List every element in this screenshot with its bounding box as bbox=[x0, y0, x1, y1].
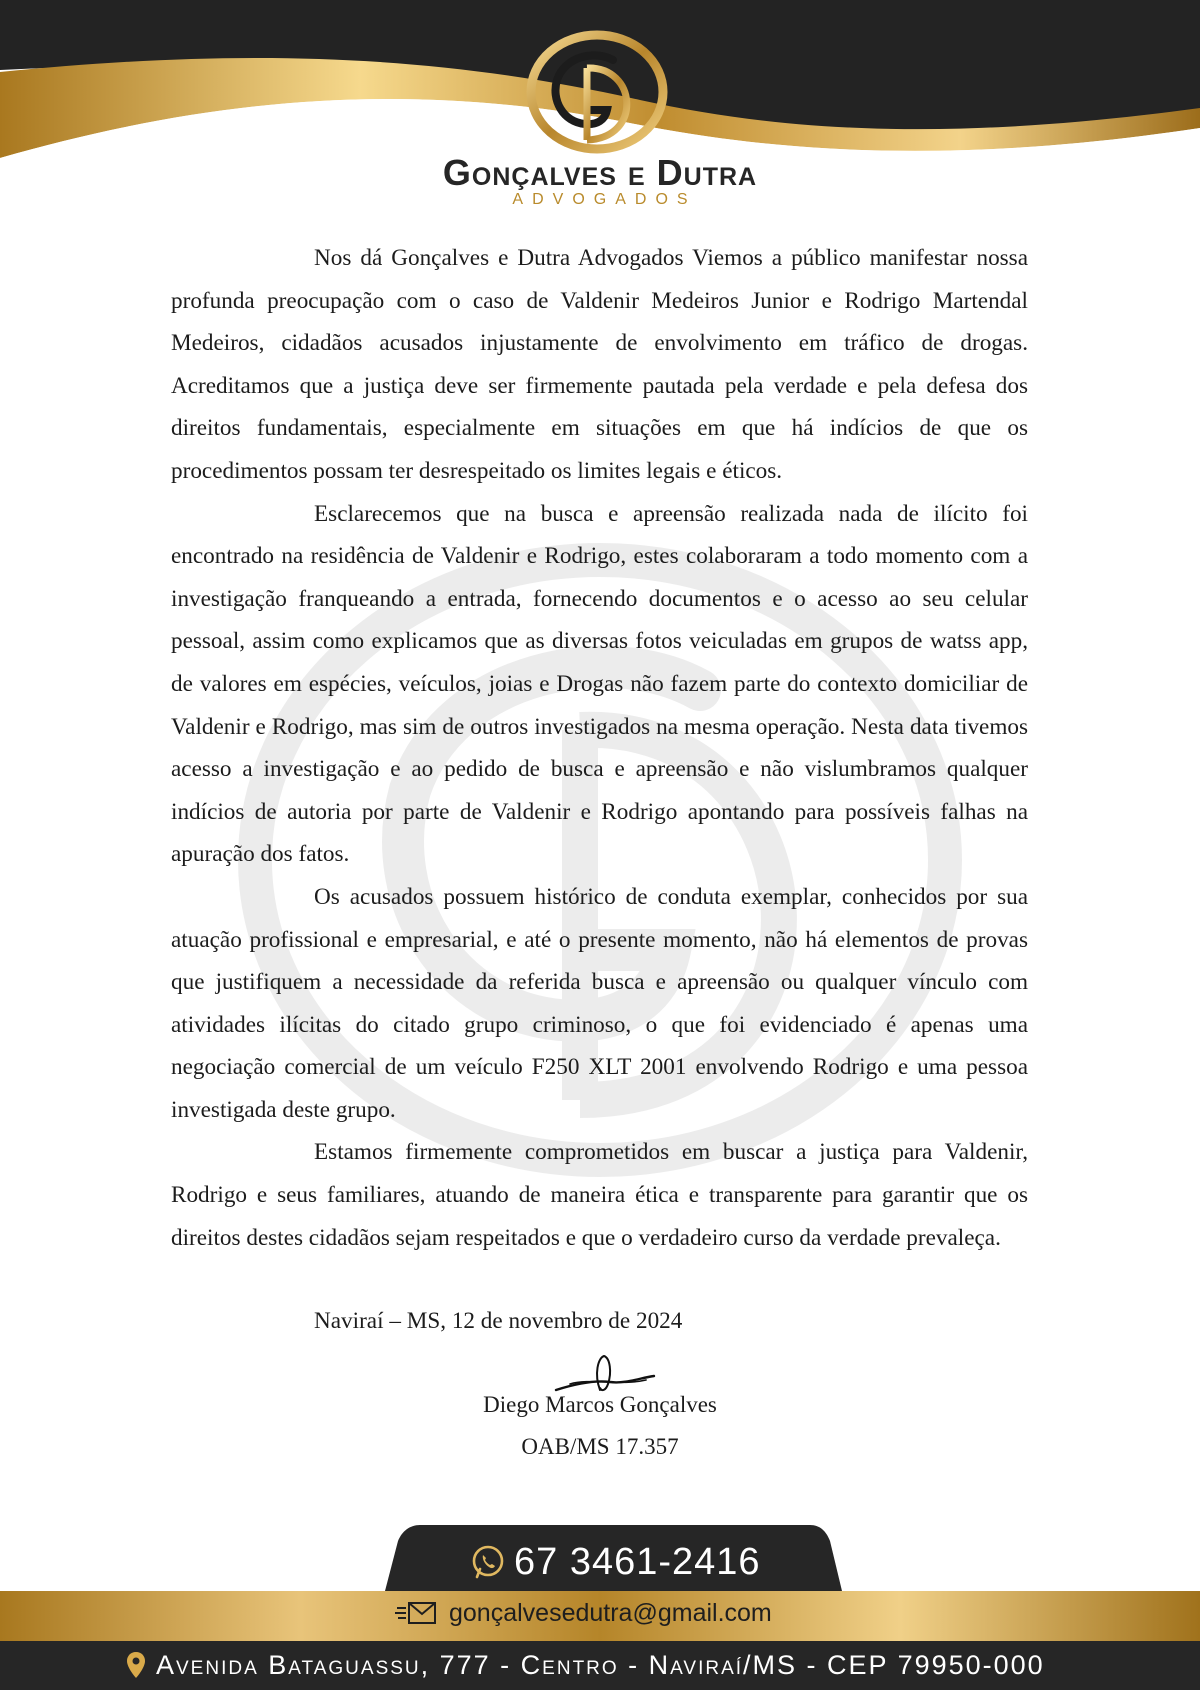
email-address: gonçalvesedutra@gmail.com bbox=[449, 1598, 772, 1627]
place-date: Naviraí – MS, 12 de novembro de 2024 bbox=[314, 1308, 683, 1334]
address-text: Avenida Bataguassu, 777 - Centro - Naviraí/MS - CEP 79950-000 bbox=[156, 1649, 1045, 1680]
email-icon bbox=[395, 1600, 437, 1626]
email-contact[interactable] bbox=[395, 1591, 772, 1635]
brand-subtitle: ADVOGADOS bbox=[512, 191, 697, 208]
phone-contact[interactable] bbox=[470, 1537, 761, 1587]
phone-number: 67 3461-2416 bbox=[514, 1540, 761, 1583]
location-pin-icon bbox=[126, 1651, 146, 1679]
address-contact bbox=[126, 1644, 1045, 1686]
gd-monogram-logo bbox=[525, 30, 670, 155]
brand-name: Gonçalves e Dutra bbox=[442, 152, 758, 193]
paragraph: Os acusados possuem histórico de conduta exemplar, conhecidos por sua atuação profissional e empresarial, e até o presente momento, não há elementos de provas que justifiquem a necessidade da referida busca e apreensão ou qualquer vínculo com atividades ilícitas do citado grupo criminoso, o que foi evidenciado é apenas uma negociação comercial de um veículo F250 XLT 2001 envolvendo Rodrigo e uma pessoa investigada deste grupo. bbox=[171, 883, 1028, 1123]
signer-oab: OAB/MS 17.357 bbox=[521, 1434, 679, 1459]
paragraph: Estamos firmemente comprometidos em buscar a justiça para Valdenir, Rodrigo e seus familiares, atuando de maneira ética e transparente para garantir que os direitos destes cidadãos sejam respeitados e que o verdadeiro curso da verdade prevaleça. bbox=[171, 1139, 1028, 1251]
signer-name: Diego Marcos Gonçalves bbox=[483, 1392, 717, 1417]
letter-body bbox=[171, 237, 1028, 1259]
whatsapp-icon bbox=[470, 1544, 506, 1580]
paragraph: Nos dá Gonçalves e Dutra Advogados Viemos a público manifestar nossa profunda preocupação com o caso de Valdenir Medeiros Junior e Rodrigo Martendal Medeiros, cidadãos acusados injustamente de envolvimento em tráfico de drogas. Acreditamos que a justiça deve ser firmemente pautada pela verdade e pela defesa dos direitos fundamentais, especialmente em situações em que há indícios de que os procedimentos possam ter desrespeitado os limites legais e éticos. bbox=[171, 245, 1028, 484]
paragraph: Esclarecemos que na busca e apreensão realizada nada de ilícito foi encontrado na residência de Valdenir e Rodrigo, estes colaboraram a todo momento com a investigação franqueando a entrada, fornecendo documentos e o acesso ao seu celular pessoal, assim como explicamos que as diversas fotos veiculadas em grupos de watss app, de valores em espécies, veículos, joias e Drogas não fazem parte do contexto domiciliar de Valdenir e Rodrigo, mas sim de outros investigados na mesma operação. Nesta data tivemos acesso a investigação e ao pedido de busca e apreensão e não vislumbramos qualquer indícios de autoria por parte de Valdenir e Rodrigo apontando para possíveis falhas na apuração dos fatos. bbox=[171, 500, 1028, 868]
